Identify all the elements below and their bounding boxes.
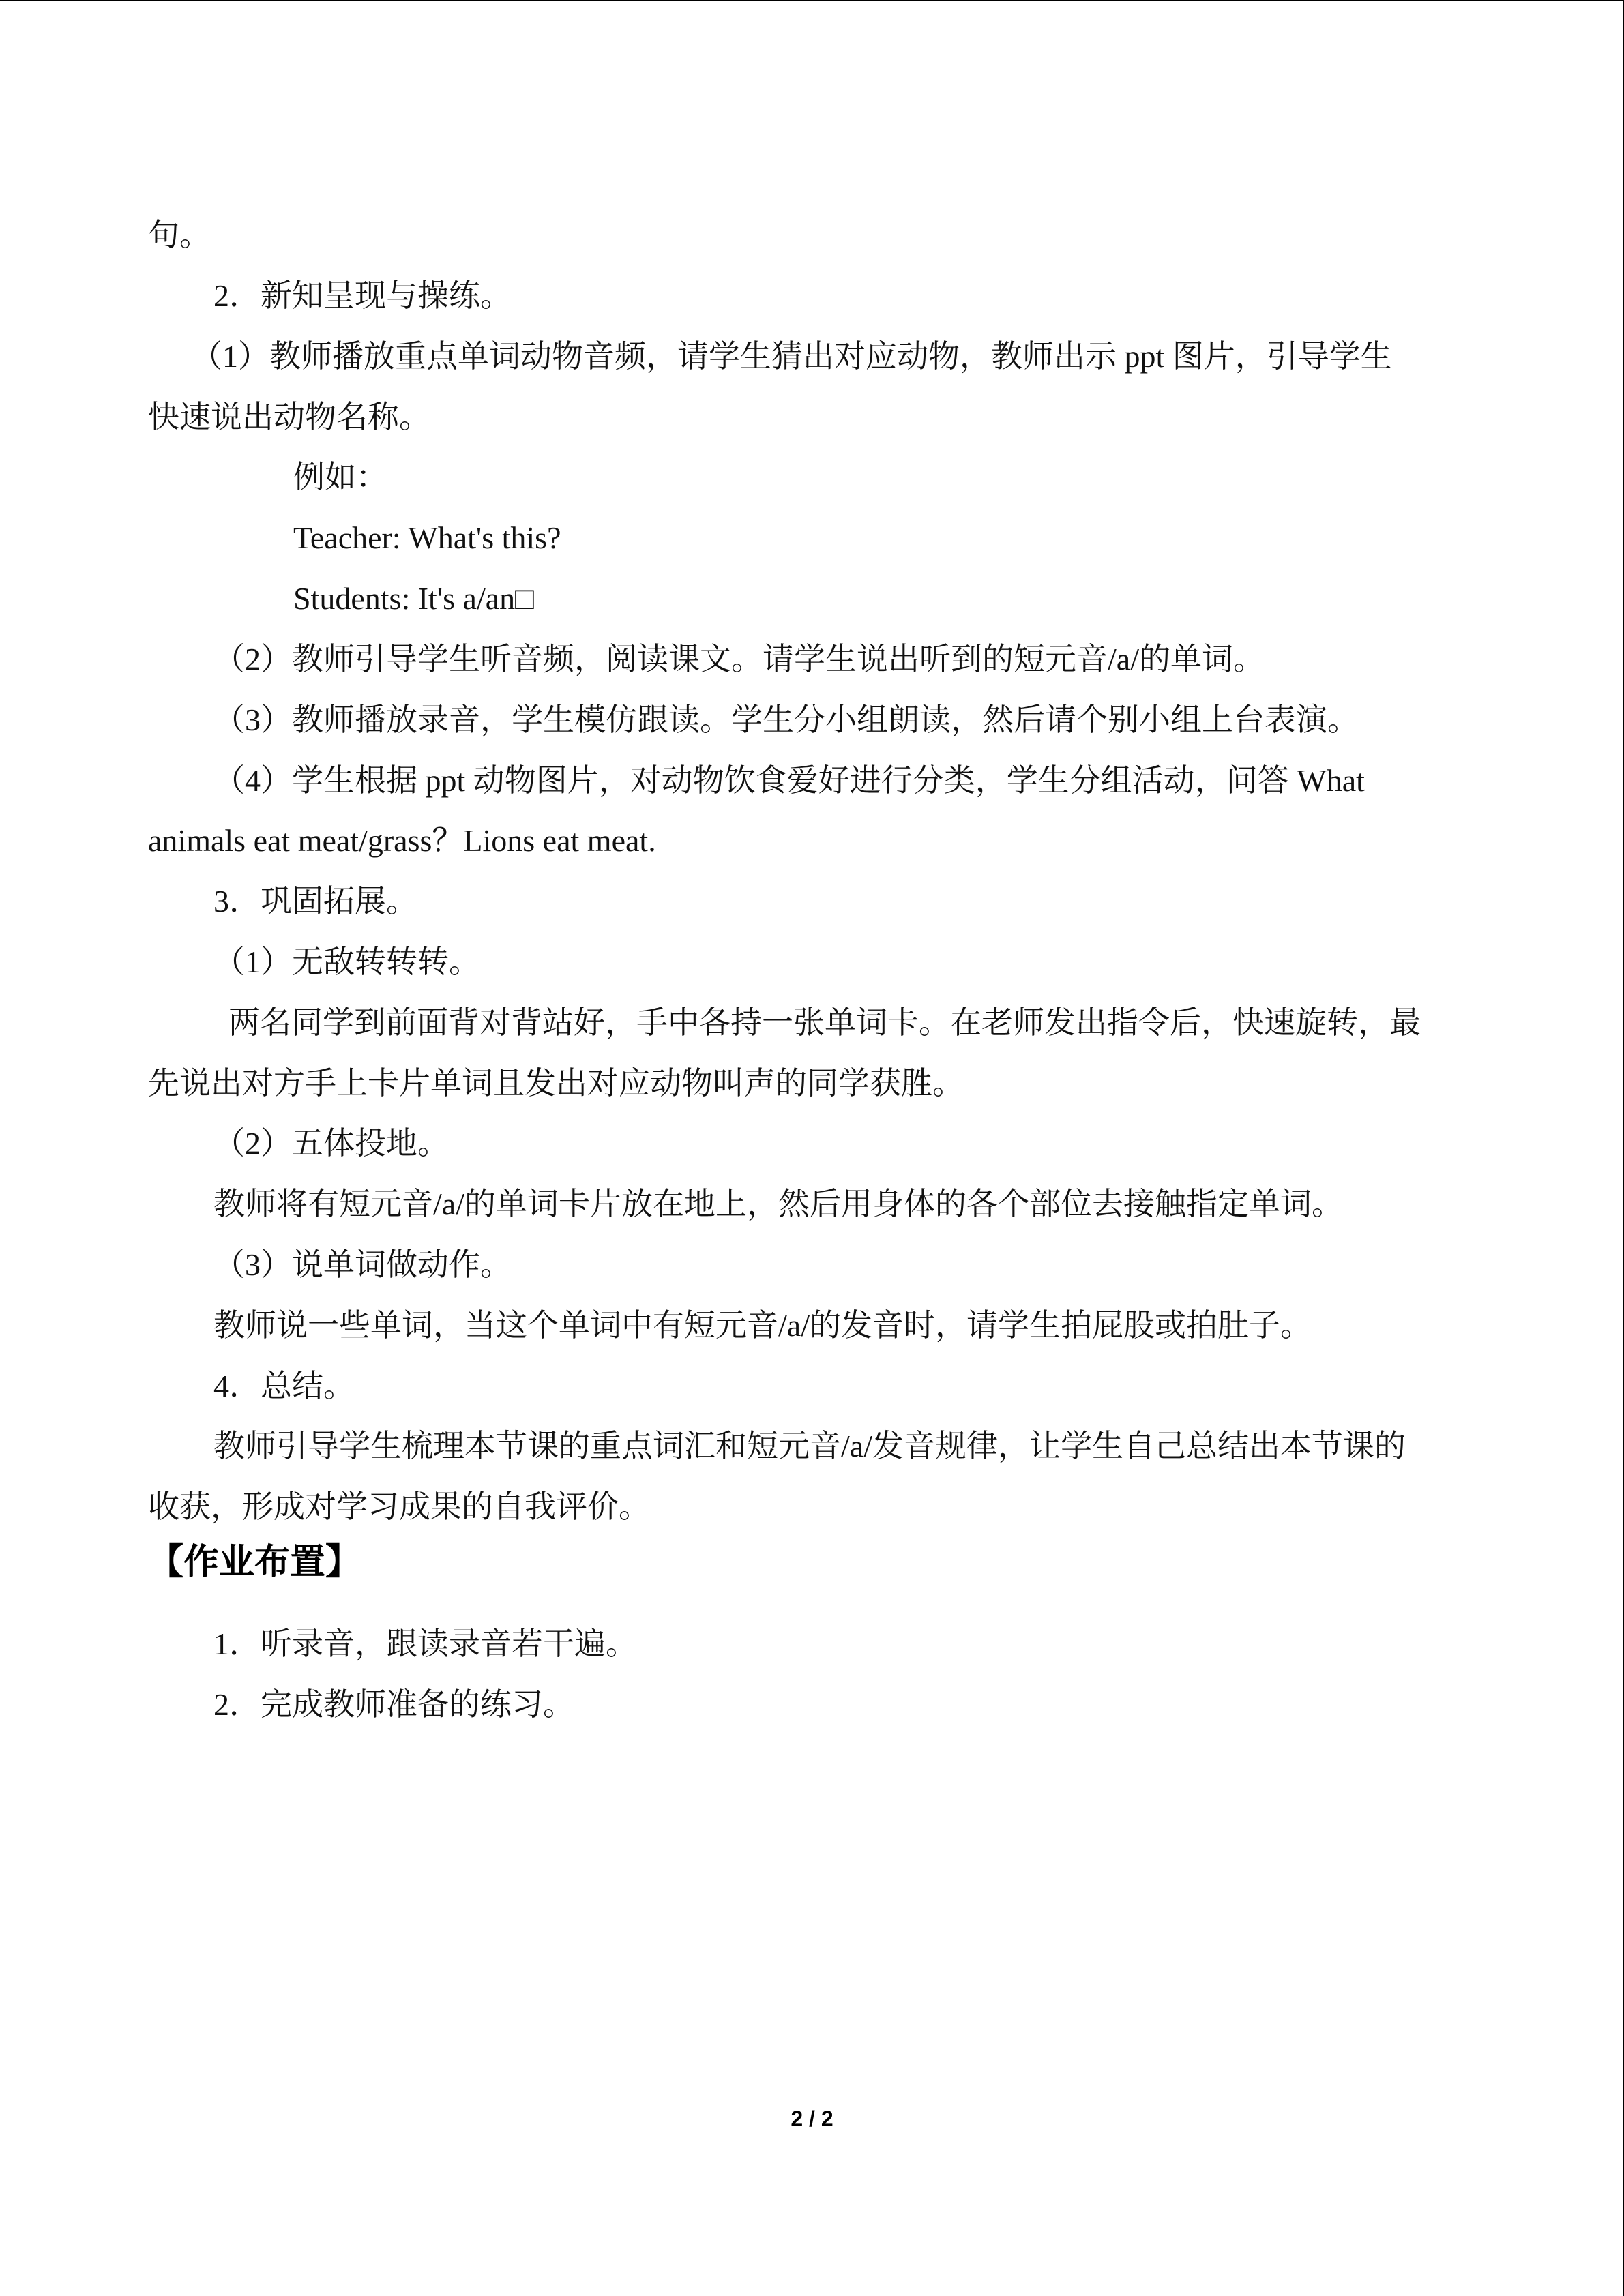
paragraph-line: （2）教师引导学生听音频，阅读课文。请学生说出听到的短元音/a/的单词。: [213, 642, 1265, 676]
example-students-line: Students: It's a/an□: [293, 581, 534, 616]
paragraph-line: 教师将有短元音/a/的单词卡片放在地上，然后用身体的各个部位去接触指定单词。: [213, 1187, 1343, 1221]
paragraph-line: 教师说一些单词，当这个单词中有短元音/a/的发音时，请学生拍屁股或拍肚子。: [213, 1308, 1312, 1343]
paragraph-line: （2）五体投地。: [213, 1126, 449, 1161]
section-heading-summary: 4．总结。: [213, 1369, 355, 1403]
paragraph-line: 先说出对方手上卡片单词且发出对应动物叫声的同学获胜。: [148, 1066, 964, 1101]
paragraph-line: 收获，形成对学习成果的自我评价。: [148, 1489, 650, 1524]
paragraph-line: （1）无敌转转转。: [213, 944, 480, 979]
paragraph-line: （3）说单词做动作。: [213, 1247, 512, 1282]
paragraph-line: animals eat meat/grass？Lions eat meat.: [148, 823, 656, 858]
paragraph-line: 快速说出动物名称。: [148, 400, 430, 434]
example-label: 例如：: [293, 460, 387, 494]
homework-heading: 【作业布置】: [148, 1542, 361, 1583]
paragraph-line: （3）教师播放录音，学生模仿跟读。学生分小组朗读，然后请个别小组上台表演。: [213, 702, 1359, 737]
paragraph-line: 教师引导学生梳理本节课的重点词汇和短元音/a/发音规律，让学生自己总结出本节课的: [213, 1429, 1406, 1463]
section-heading-consolidation: 3．巩固拓展。: [213, 884, 417, 919]
paragraph-line: 句。: [148, 218, 211, 252]
homework-item: 1．听录音，跟读录音若干遍。: [213, 1626, 637, 1661]
page-number: 2 / 2: [791, 2106, 833, 2131]
paragraph-line: （1）教师播放重点单词动物音频，请学生猜出对应动物，教师出示 ppt 图片，引导学生: [191, 339, 1392, 374]
paragraph-line: （4）学生根据 ppt 动物图片，对动物饮食爱好进行分类，学生分组活动，问答 What: [213, 763, 1365, 798]
paragraph-line: 两名同学到前面背对背站好，手中各持一张单词卡。在老师发出指令后，快速旋转，最: [228, 1005, 1421, 1040]
homework-item: 2．完成教师准备的练习。: [213, 1687, 574, 1722]
section-heading-new-knowledge: 2．新知呈现与操练。: [213, 278, 512, 313]
example-teacher-line: Teacher: What's this?: [293, 520, 561, 555]
